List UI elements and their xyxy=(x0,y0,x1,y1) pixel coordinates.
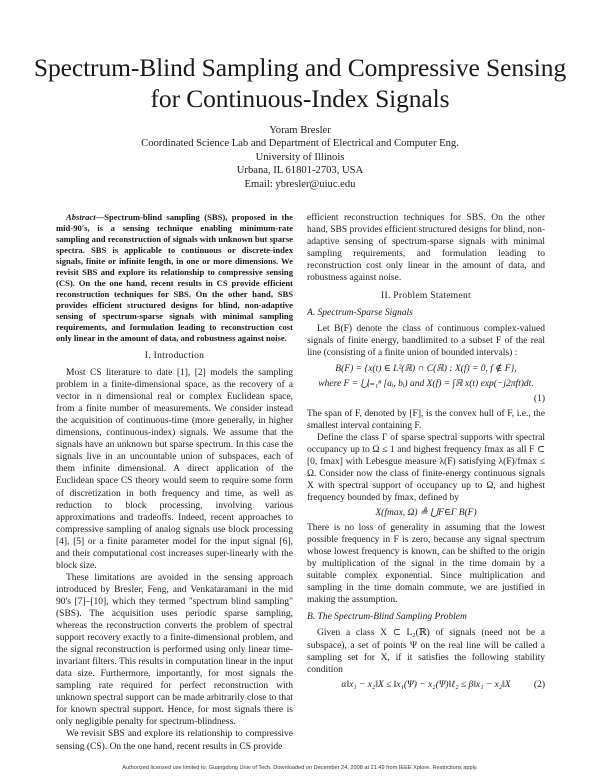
author-address: Urbana, IL 61801-2703, USA xyxy=(236,165,364,177)
author-block xyxy=(40,124,560,191)
equation-2-number: (2) xyxy=(533,679,545,690)
intro-paragraph-2: These limitations are avoided in the sensing approach introduced by Bresler, Feng, and Venkataramani in the mid 90's [7]–[10], which they termed "spectrum blind sampling" (SBS). The acquisition uses periodic sparse sampling, whereas the reconstruction converts the problem of spectral support recovery exactly to a finite-dimensional problem, and the signal reconstruction is performed using only linear time-invariant filters. This results in computation linear in the input data size. Furthermore, importantly, for most signals the sampling rate required for perfect reconstruction with unknown spectral support can be made arbitrarily close to that for known spectral support. Hence, for most signals there is only negligible penalty for spectrum-blindness. xyxy=(56,572,293,728)
intro-paragraph-3: We revisit SBS and explore its relationship to compressive sensing (CS). On the one hand, recent results in CS provide xyxy=(56,729,293,752)
author-university: University of Illinois xyxy=(255,151,345,163)
subsection-b-heading: B. The Spectrum-Blind Sampling Problem xyxy=(307,612,467,623)
right-paragraph-1: efficient reconstruction techniques for SBS. On the other hand, SBS provides efficient structured designs for blind, non-adaptive sensing of spectrum-sparse signals with minimal sampling requirements, and formulation leading to reconstruction cost only linear in the amount of data, and robustness against noise. xyxy=(307,213,545,284)
equation-1-number: (1) xyxy=(533,393,545,404)
section-a-paragraph-4: There is no loss of generality in assuming that the lowest possible frequency in F is zero, because any signal spectrum whose lowest frequency is known, can be shifted to the origin by multiplication of the signal in the time domain by a suitable complex exponential. Since multiplication and sampling in the time domain commute, we are justified in making the assumption. xyxy=(307,523,545,606)
equation-class-x: X(fmax, Ω) ≜ ⋃F∈Γ B(F) xyxy=(375,508,477,519)
paper-title: Spectrum-Blind Sampling and Compressive Sensing for Continuous-Index Signals xyxy=(33,53,567,113)
section-b-paragraph-1: Given a class X ⊂ L₂(ℝ) of signals (need not be a subspace), a set of points Ψ on the real line will be called a sampling set for X, if it satisfies the following stability condition xyxy=(307,628,545,675)
author-affiliation: Coordinated Science Lab and Department of Electrical and Computer Eng. xyxy=(141,138,459,150)
section-a-paragraph-1: Let B(F) denote the class of continuous complex-valued signals of finite energy, bandlimited to a subset F of the real line (consisting of a finite union of bounded intervals) : xyxy=(307,324,545,359)
equation-1-number-row xyxy=(307,393,545,405)
section-a-paragraph-2: The span of F, denoted by [F], is the convex hull of F, i.e., the smallest interval containing F. xyxy=(307,408,545,431)
section-a-paragraph-3: Define the class Γ of sparse spectral supports with spectral occupancy up to Ω ≤ 1 and highest frequency fmax as all F ⊂ [0, fmax] with Lebesgue measure λ(F) satisfying λ(F)/fmax ≤ Ω. Consider now the class of finite-energy continuous signals X with spectral support of occupancy up to Ω, and highest frequency bounded by fmax, defined by xyxy=(307,432,545,503)
abstract-text: —Spectrum-blind sampling (SBS), proposed in the mid-90's, is a sensing technique enabling minimum-rate sampling and reconstruction of signals with unknown but sparse spectra. SBS is applicable to continuous or discrete-index signals, finite or infinite length, in one or more dimensions. We revisit SBS and explore its relationship to compressive sensing (CS). On the one hand, recent results in CS provide efficient reconstruction techniques for SBS. On the other hand, SBS provides efficient structured designs for blind, non-adaptive sensing of spectrum-sparse signals with minimal sampling requirements, and formulation leading to reconstruction cost only linear in the amount of data, and robustness against noise. xyxy=(56,212,293,343)
intro-heading: I. Introduction xyxy=(144,351,205,361)
abstract-lead: Abstract xyxy=(66,212,96,222)
left-column xyxy=(56,212,293,753)
equation-1-body: where F = ⋃ᵢ₌₁ⁿ [aᵢ, bᵢ) and X(f) = ∫ℝ x(t) exp(−j2πft)dt. xyxy=(318,378,534,389)
right-column xyxy=(307,212,545,694)
equation-1-line-1: B(F) = {x(t) ∈ L²(ℝ) ∩ C(ℝ) : X(f) = 0, f ∉ F}, xyxy=(335,363,517,374)
footer-license-note: Authorized licensed use limited to: Guangdong Univ of Tech. Downloaded on December 24, 2008 at 21:49 from IEEE Xplore. Restrictions apply. xyxy=(122,765,478,771)
equation-2-body: α‖x₁ − x₂‖X ≤ ‖x₁(Ψ) − x₂(Ψ)‖ℓ₂ ≤ β‖x₁ − x₂‖X xyxy=(341,679,511,690)
problem-statement-heading: II. Problem Statement xyxy=(381,291,471,302)
subsection-a-heading: A. Spectrum-Sparse Signals xyxy=(307,308,413,319)
abstract xyxy=(56,212,293,344)
intro-paragraph-1: Most CS literature to date [1], [2] models the sampling problem in a finite-dimensional space, as the recovery of a vector in n dimensional real or complex Euclidean space, from a finite number of measurements. We consider instead the acquisition of continuous-time (more generally, in higher dimensions, continuous-index) signals. We assume that the signals have an unknown but sparse spectrum. In this case the signals live in an uncountable union of subspaces, each of them infinite dimensional. A direct application of the Euclidean space CS theory would seem to require some form of discretization in both frequency and time, as well as reduction to block processing, involving various approximations and tradeoffs. Indeed, recent approaches to compressive sampling of analog signals use block processing [4], [5] or a finite parameter model for the input signal [6], and their computational cost increases super-linearly with the block size. xyxy=(56,368,293,571)
author-email: Email: ybresler@uiuc.edu xyxy=(244,178,356,190)
equation-2 xyxy=(307,679,545,691)
author-name: Yoram Bresler xyxy=(269,125,331,136)
equation-1-line-2 xyxy=(307,378,545,390)
